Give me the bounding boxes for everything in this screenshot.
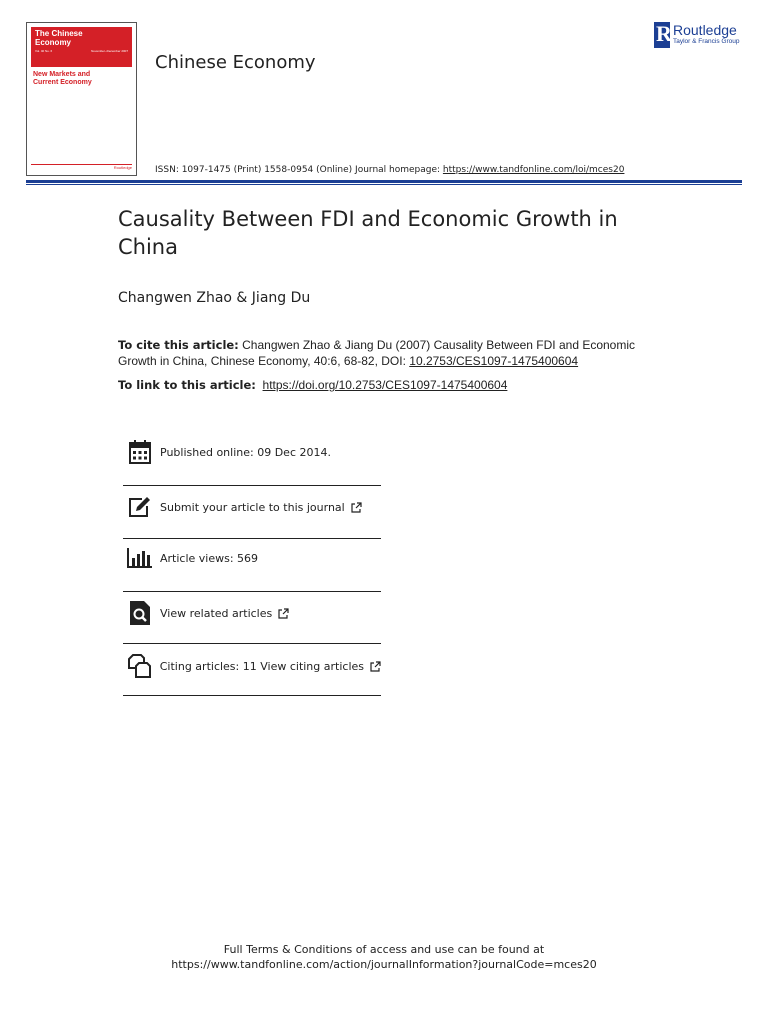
cite-text: Changwen Zhao & Jiang Du (2007) Causality Between FDI and Economic Growth in China, Chinese Economy, 40:6, 68-82, DOI: xyxy=(118,338,636,368)
header-divider xyxy=(26,180,742,185)
external-link-icon xyxy=(370,657,381,676)
journal-name: Chinese Economy xyxy=(155,52,316,73)
issn-text: ISSN: 1097-1475 (Print) 1558-0954 (Online) Journal homepage: xyxy=(155,165,443,175)
external-link-icon xyxy=(351,498,362,517)
cover-title-line2: Economy xyxy=(35,38,72,47)
publisher-sub: Taylor & Francis Group xyxy=(673,38,740,45)
external-link-icon xyxy=(278,604,289,623)
article-title: Causality Between FDI and Economic Growth in China xyxy=(118,207,618,259)
article-authors: Changwen Zhao & Jiang Du xyxy=(118,290,311,306)
cover-subtitle xyxy=(33,71,123,87)
article-link xyxy=(118,377,507,393)
publisher-name: Routledge xyxy=(673,22,737,38)
citing-articles-row[interactable] xyxy=(123,640,381,692)
document-search-icon xyxy=(127,600,153,626)
journal-cover xyxy=(26,22,137,176)
row-divider xyxy=(123,695,381,696)
cover-volume xyxy=(35,49,128,53)
cover-volume-left: Vol. 40 No. 6 xyxy=(35,49,53,53)
terms-line1: Full Terms & Conditions of access and use can be found at xyxy=(223,943,545,956)
terms-url[interactable]: https://www.tandfonline.com/action/journalInformation?journalCode=mces20 xyxy=(171,958,597,971)
cover-subtitle-line2: Current Economy xyxy=(33,79,92,86)
submit-article-link[interactable]: Submit your article to this journal xyxy=(160,500,345,514)
citation xyxy=(118,337,648,369)
article-doi-link[interactable]: https://doi.org/10.2753/CES1097-1475400604 xyxy=(262,378,508,392)
cite-doi-link[interactable]: 10.2753/CES1097-1475400604 xyxy=(409,354,579,368)
citing-articles-icon xyxy=(127,653,153,679)
publisher-text xyxy=(673,22,739,46)
edit-icon xyxy=(127,494,153,520)
cover-title-line1: The Chinese xyxy=(35,29,83,38)
terms-footer xyxy=(0,942,768,972)
cover-subtitle-line1: New Markets and xyxy=(33,71,91,78)
publisher-logo xyxy=(654,22,739,48)
cite-label: To cite this article: xyxy=(118,338,239,352)
issn-line xyxy=(155,165,624,175)
article-views: Article views: 569 xyxy=(160,551,259,565)
citing-articles-link[interactable]: Citing articles: 11 View citing articles xyxy=(159,659,364,673)
calendar-icon xyxy=(127,439,153,465)
published-date: Published online: 09 Dec 2014. xyxy=(160,445,331,459)
journal-homepage-link[interactable]: https://www.tandfonline.com/loi/mces20 xyxy=(442,165,625,175)
cover-publisher-mark: Routledge xyxy=(31,164,132,171)
published-row xyxy=(123,426,381,478)
bar-chart-icon xyxy=(127,545,153,571)
cover-volume-right: November–December 2007 xyxy=(91,49,128,53)
submit-article-row[interactable] xyxy=(123,481,381,533)
related-articles-link[interactable]: View related articles xyxy=(160,606,273,620)
article-views-row xyxy=(123,532,381,584)
routledge-logo-icon xyxy=(654,22,670,48)
cover-title-band xyxy=(31,27,132,67)
link-label: To link to this article: xyxy=(118,378,256,392)
related-articles-row[interactable] xyxy=(123,587,381,639)
